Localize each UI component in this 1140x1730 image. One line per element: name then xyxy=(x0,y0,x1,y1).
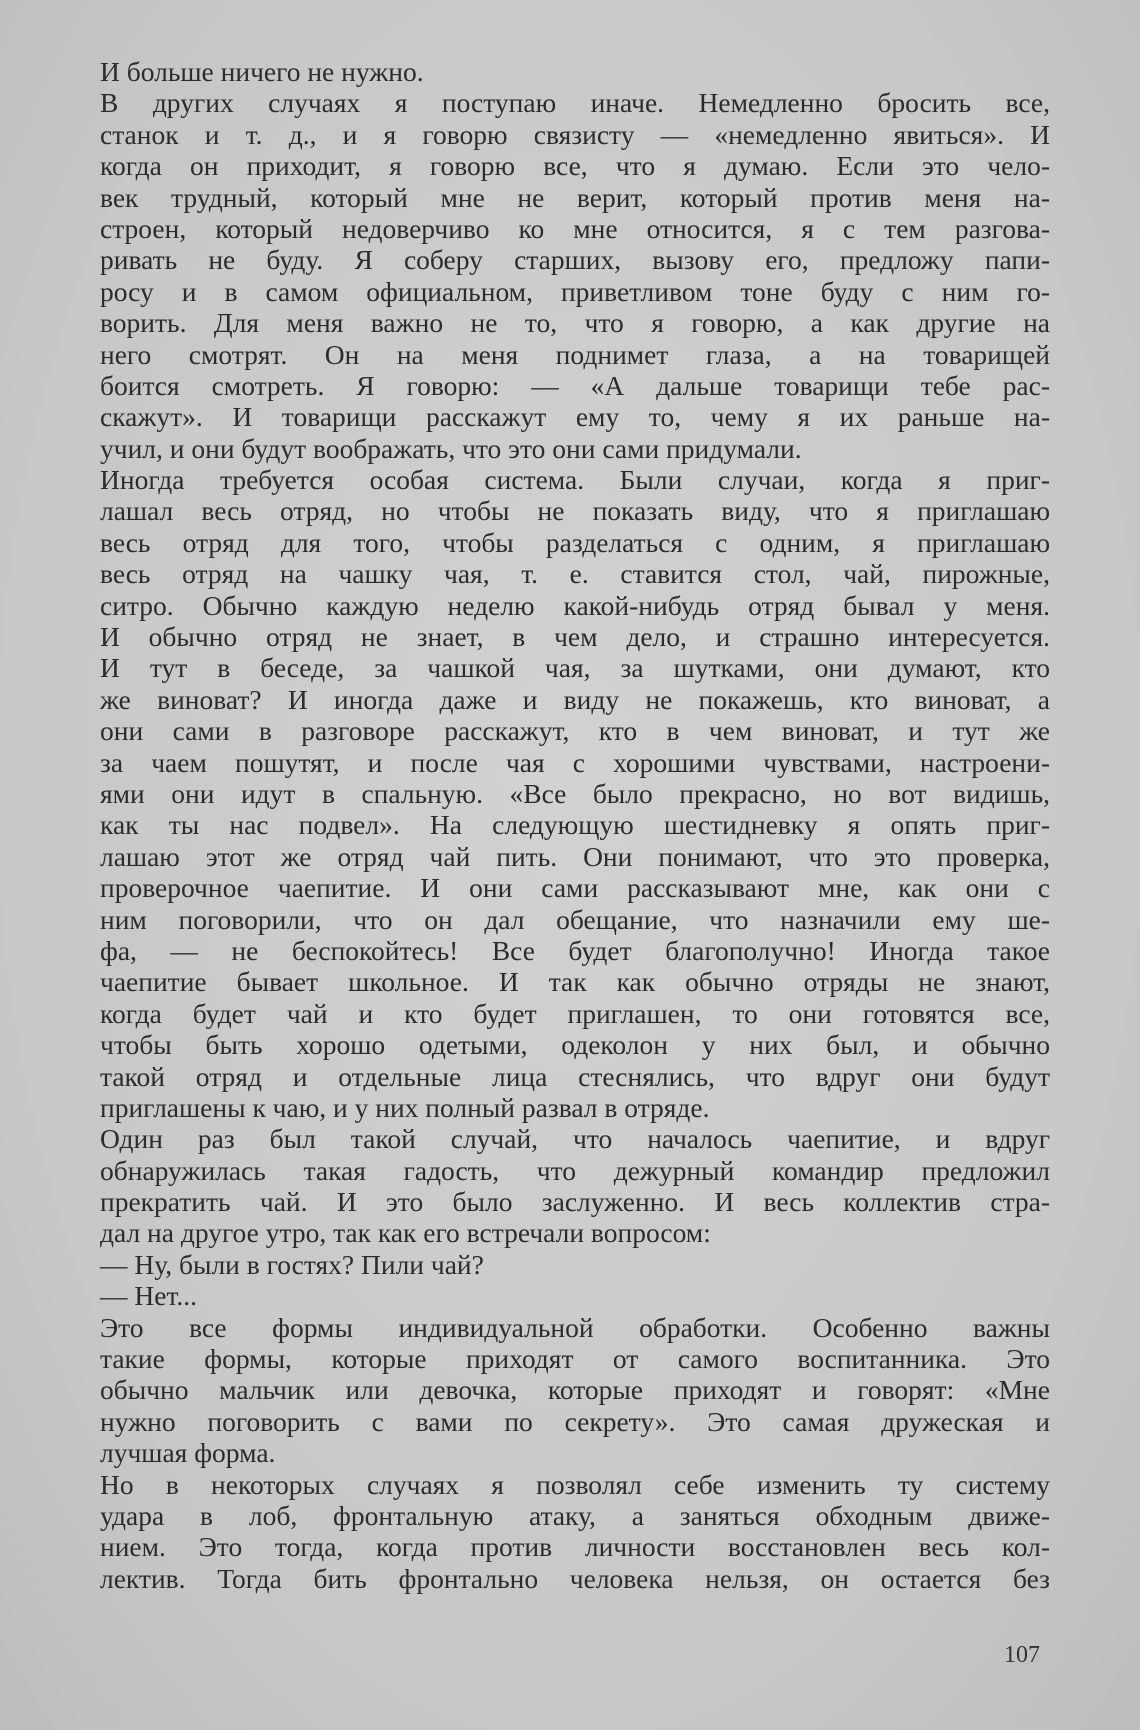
text-line: обнаружилась такая гадость, что дежурный командир предложил xyxy=(100,1154,1050,1186)
text-line: весь отряд для того, чтобы разделаться с одним, я приглашаю xyxy=(100,526,1050,558)
text-line: прекратить чай. И это было заслуженно. И весь коллектив стра- xyxy=(100,1186,1050,1218)
text-line: обычно мальчик или девочка, которые приходят и говорят: «Мне xyxy=(100,1374,1050,1406)
text-line: когда он приходит, я говорю все, что я думаю. Если это чело- xyxy=(100,150,1050,182)
text-line: ривать не буду. Я соберу старших, вызову его, предложу папи- xyxy=(100,244,1050,276)
text-line: боится смотреть. Я говорю: — «А дальше товарищи тебе рас- xyxy=(100,369,1050,401)
text-line: век трудный, который мне не верит, который против меня на- xyxy=(100,181,1050,213)
text-line: И больше ничего не нужно. xyxy=(100,56,424,87)
text-line: ним поговорили, что он дал обещание, что назначили ему ше- xyxy=(100,903,1050,935)
text-line: удара в лоб, фронтальную атаку, а заняться обходным движе- xyxy=(100,1499,1050,1531)
text-line: ситро. Обычно каждую неделю какой-нибудь отряд бывал у меня. xyxy=(100,589,1050,621)
text-line: такой отряд и отдельные лица стеснялись, что вдруг они будут xyxy=(100,1060,1050,1092)
text-line: чтобы быть хорошо одетыми, одеколон у них был, и обычно xyxy=(100,1029,1050,1061)
text-line: дал на другое утро, так как его встречали вопросом: xyxy=(100,1217,711,1249)
text-line: нием. Это тогда, когда против личности восстановлен весь кол- xyxy=(100,1531,1050,1563)
text-line: проверочное чаепитие. И они сами рассказывают мне, как они с xyxy=(100,872,1050,904)
text-line: И тут в беседе, за чашкой чая, за шутками, они думают, кто xyxy=(100,652,1050,684)
text-line: они сами в разговоре расскажут, кто в чем виноват, и тут же xyxy=(100,715,1050,747)
text-line: приглашены к чаю, и у них полный развал в отряде. xyxy=(100,1091,710,1123)
text-line: Иногда требуется особая система. Были случаи, когда я приг- xyxy=(100,464,1050,496)
text-line: лашаю этот же отряд чай пить. Они понимают, что это проверка, xyxy=(100,840,1050,872)
text-line: лашал весь отряд, но чтобы не показать виду, что я приглашаю xyxy=(100,495,1050,527)
text-line: фа, — не беспокойтесь! Все будет благополучно! Иногда такое xyxy=(100,934,1050,966)
text-line: строен, который недоверчиво ко мне относится, я с тем разгова- xyxy=(100,212,1050,244)
text-line: как ты нас подвел». На следующую шестидневку я опять приг- xyxy=(100,809,1050,841)
text-line: же виноват? И иногда даже и виду не покажешь, кто виноват, а xyxy=(100,683,1050,715)
text-line: — Нет... xyxy=(100,1280,198,1312)
text-line: — Ну, были в гостях? Пили чай? xyxy=(100,1248,484,1280)
text-line: Один раз был такой случай, что началось чаепитие, и вдруг xyxy=(100,1123,1050,1155)
text-line: скажут». И товарищи расскажут ему то, чему я их раньше на- xyxy=(100,401,1050,433)
text-line: ями они идут в спальную. «Все было прекрасно, но вот видишь, xyxy=(100,777,1050,809)
text-line: ворить. Для меня важно не то, что я говорю, а как другие на xyxy=(100,307,1050,339)
text-line: Это все формы индивидуальной обработки. Особенно важны xyxy=(100,1311,1050,1343)
text-line: него смотрят. Он на меня поднимет глаза, а на товарищей xyxy=(100,338,1050,370)
text-line: лектив. Тогда бить фронтально человека нельзя, он остается без xyxy=(100,1562,1050,1594)
text-line: учил, и они будут воображать, что это они сами придумали. xyxy=(100,432,802,464)
text-line: станок и т. д., и я говорю связисту — «немедленно явиться». И xyxy=(100,118,1050,150)
text-line: лучшая форма. xyxy=(100,1437,276,1469)
text-line: И обычно отряд не знает, в чем дело, и страшно интересуется. xyxy=(100,621,1050,653)
text-line: чаепитие бывает школьное. И так как обычно отряды не знают, xyxy=(100,966,1050,998)
body-text xyxy=(100,56,1050,1594)
text-line: Но в некоторых случаях я позволял себе изменить ту систему xyxy=(100,1468,1050,1500)
text-line: такие формы, которые приходят от самого воспитанника. Это xyxy=(100,1343,1050,1375)
text-line: нужно поговорить с вами по секрету». Это самая дружеская и xyxy=(100,1405,1050,1437)
text-line: весь отряд на чашку чая, т. е. ставится стол, чай, пирожные, xyxy=(100,558,1050,590)
text-line: когда будет чай и кто будет приглашен, то они готовятся все, xyxy=(100,997,1050,1029)
page-number: 107 xyxy=(1004,1642,1040,1668)
text-line: за чаем пошутят, и после чая с хорошими чувствами, настроени- xyxy=(100,746,1050,778)
text-line: росу и в самом официальном, приветливом тоне буду с ним го- xyxy=(100,275,1050,307)
text-line: В других случаях я поступаю иначе. Немедленно бросить все, xyxy=(100,87,1050,119)
